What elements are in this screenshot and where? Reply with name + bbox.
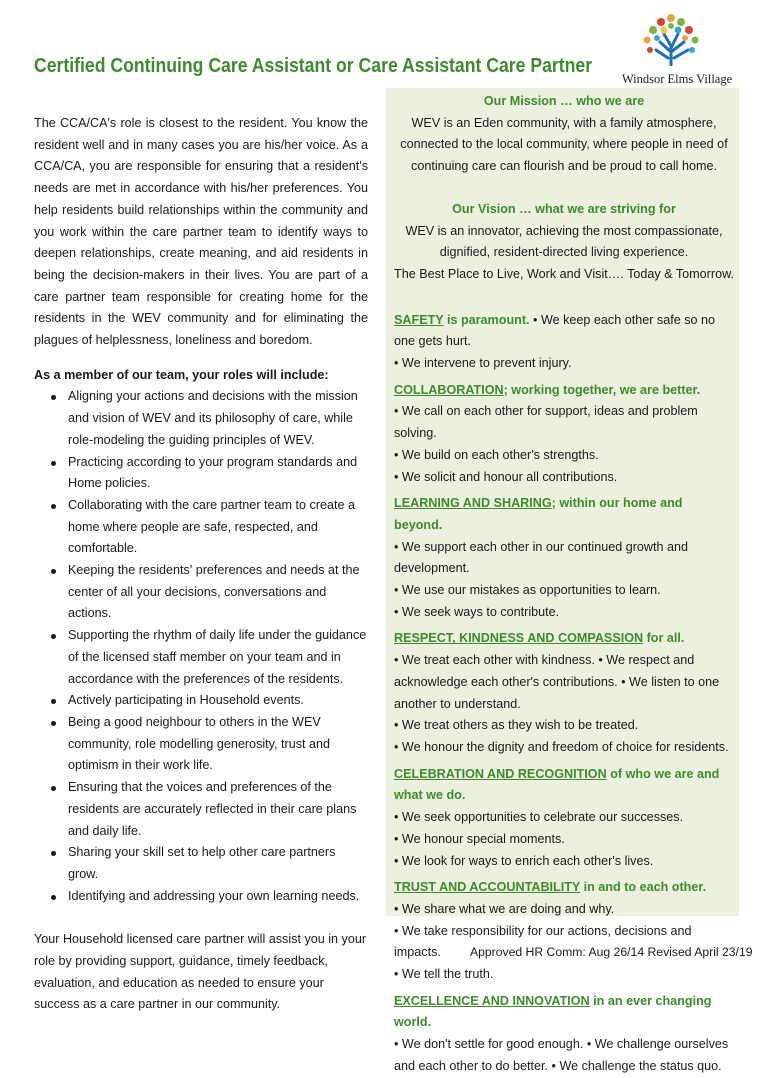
value-block xyxy=(394,628,734,758)
value-heading: COLLABORATION; working together, we are better. xyxy=(394,382,701,397)
value-line: • We look for ways to enrich each other's lives. xyxy=(394,853,654,868)
list-item: Actively participating in Household events. xyxy=(34,690,368,712)
value-line: • We treat each other with kindness. • We respect and acknowledge each other's contributions. • We listen to one another to understand. xyxy=(394,653,720,711)
roles-heading: As a member of our team, your roles will include: xyxy=(34,367,329,382)
value-heading: TRUST AND ACCOUNTABILITY in and to each other. xyxy=(394,880,707,895)
list-item: Identifying and addressing your own learning needs. xyxy=(34,886,368,908)
value-line: • We call on each other for support, ideas and problem solving. xyxy=(394,404,698,441)
value-line: • We solicit and honour all contributions. xyxy=(394,469,618,484)
value-line: • We intervene to prevent injury. xyxy=(394,356,572,371)
list-item: Practicing according to your program standards and Home policies. xyxy=(34,452,368,495)
roles-list xyxy=(34,386,368,907)
value-text: • We keep each other safe so no one gets hurt. xyxy=(394,312,716,349)
values-list xyxy=(394,310,734,1078)
value-block xyxy=(394,493,734,623)
value-line: • We seek ways to contribute. xyxy=(394,604,560,619)
value-line: • We build on each other's strengths. xyxy=(394,447,599,462)
list-item: Keeping the residents' preferences and needs at the center of all your decisions, conversations and actions. xyxy=(34,560,368,625)
value-heading: SAFETY is paramount. xyxy=(394,312,530,327)
vision-tagline: The Best Place to Live, Work and Visit…. Today & Tomorrow. xyxy=(394,266,734,281)
value-line: • We take responsibility for our actions, decisions and impacts. xyxy=(394,923,692,960)
mission-panel-content xyxy=(394,91,734,1078)
left-column xyxy=(34,113,368,1016)
value-heading: LEARNING AND SHARING; within our home and beyond. xyxy=(394,496,683,532)
logo xyxy=(604,8,744,88)
mission-title: Our Mission … who we are xyxy=(483,94,645,108)
value-line: • We don't settle for good enough. • We challenge ourselves and each other to do better. • We challenge the status quo. xyxy=(394,1037,729,1073)
revision-footer: Approved HR Comm: Aug 26/14 Revised April 23/19 xyxy=(470,945,753,959)
vision-text: WEV is an innovator, achieving the most compassionate, dignified, resident-directed living experience. xyxy=(405,223,723,260)
value-block xyxy=(394,877,734,986)
value-line: • We support each other in our continued growth and development. xyxy=(394,539,689,576)
logo-text: Windsor Elms Village xyxy=(621,72,733,86)
value-block xyxy=(394,310,734,375)
value-heading: CELEBRATION AND RECOGNITION of who we are and what we do. xyxy=(394,766,720,803)
value-line: • We use our mistakes as opportunities to learn. xyxy=(394,583,661,598)
value-line xyxy=(394,310,734,353)
value-line: • We treat others as they wish to be treated. xyxy=(394,718,639,733)
value-line: • We honour the dignity and freedom of choice for residents. xyxy=(394,739,729,754)
closing-paragraph: Your Household licensed care partner will assist you in your role by providing support, guidance, timely feedback, evaluation, and education as needed to ensure your success as a care partner in our community. xyxy=(34,932,367,1012)
list-item: Aligning your actions and decisions with the mission and vision of WEV and its philosophy of care, while role-modeling the guiding principles of WEV. xyxy=(34,386,368,451)
value-block xyxy=(394,764,734,873)
value-heading: RESPECT, KINDNESS AND COMPASSION for all. xyxy=(394,631,685,646)
value-block xyxy=(394,991,734,1078)
mission-text: WEV is an Eden community, with a family atmosphere, connected to the local community, where people in need of continuing care can flourish and be proud to call home. xyxy=(400,115,728,174)
list-item: Collaborating with the care partner team to create a home where people are safe, respected, and comfortable. xyxy=(34,495,368,560)
intro-paragraph: The CCA/CA's role is closest to the resident. You know the resident well and in many cases you are his/her voice. As a CCA/CA, you are responsible for ensuring that a resident's needs are met in accordance with his/her preferences. You help residents build relationships within the community and you work within the care partner team to identify ways to deepen relationships, create meaning, and aid residents in being the decision-makers in their lives. You are part of a care partner team responsible for creating home for the residents in the WEV community and for eliminating the plagues of helplessness, loneliness and boredom. xyxy=(34,116,368,348)
value-block xyxy=(394,380,734,489)
page-title: Certified Continuing Care Assistant or Care Assistant Care Partner xyxy=(34,54,593,77)
value-line: • We seek opportunities to celebrate our successes. xyxy=(394,810,684,825)
value-heading: EXCELLENCE AND INNOVATION in an ever changing world. xyxy=(394,993,712,1030)
list-item: Supporting the rhythm of daily life under the guidance of the licensed staff member on your team and in accordance with the preferences of the residents. xyxy=(34,625,368,690)
value-line: • We honour special moments. xyxy=(394,831,565,846)
value-line: • We share what we are doing and why. xyxy=(394,901,615,916)
vision-title: Our Vision … what we are striving for xyxy=(452,201,676,216)
list-item: Being a good neighbour to others in the WEV community, role modelling generosity, trust and optimism in their work life. xyxy=(34,712,368,777)
value-line: • We tell the truth. xyxy=(394,967,494,982)
list-item: Ensuring that the voices and preferences of the residents are accurately reflected in their care plans and daily life. xyxy=(34,777,368,842)
tree-of-hands-icon xyxy=(630,8,716,66)
list-item: Sharing your skill set to help other care partners grow. xyxy=(34,842,368,885)
